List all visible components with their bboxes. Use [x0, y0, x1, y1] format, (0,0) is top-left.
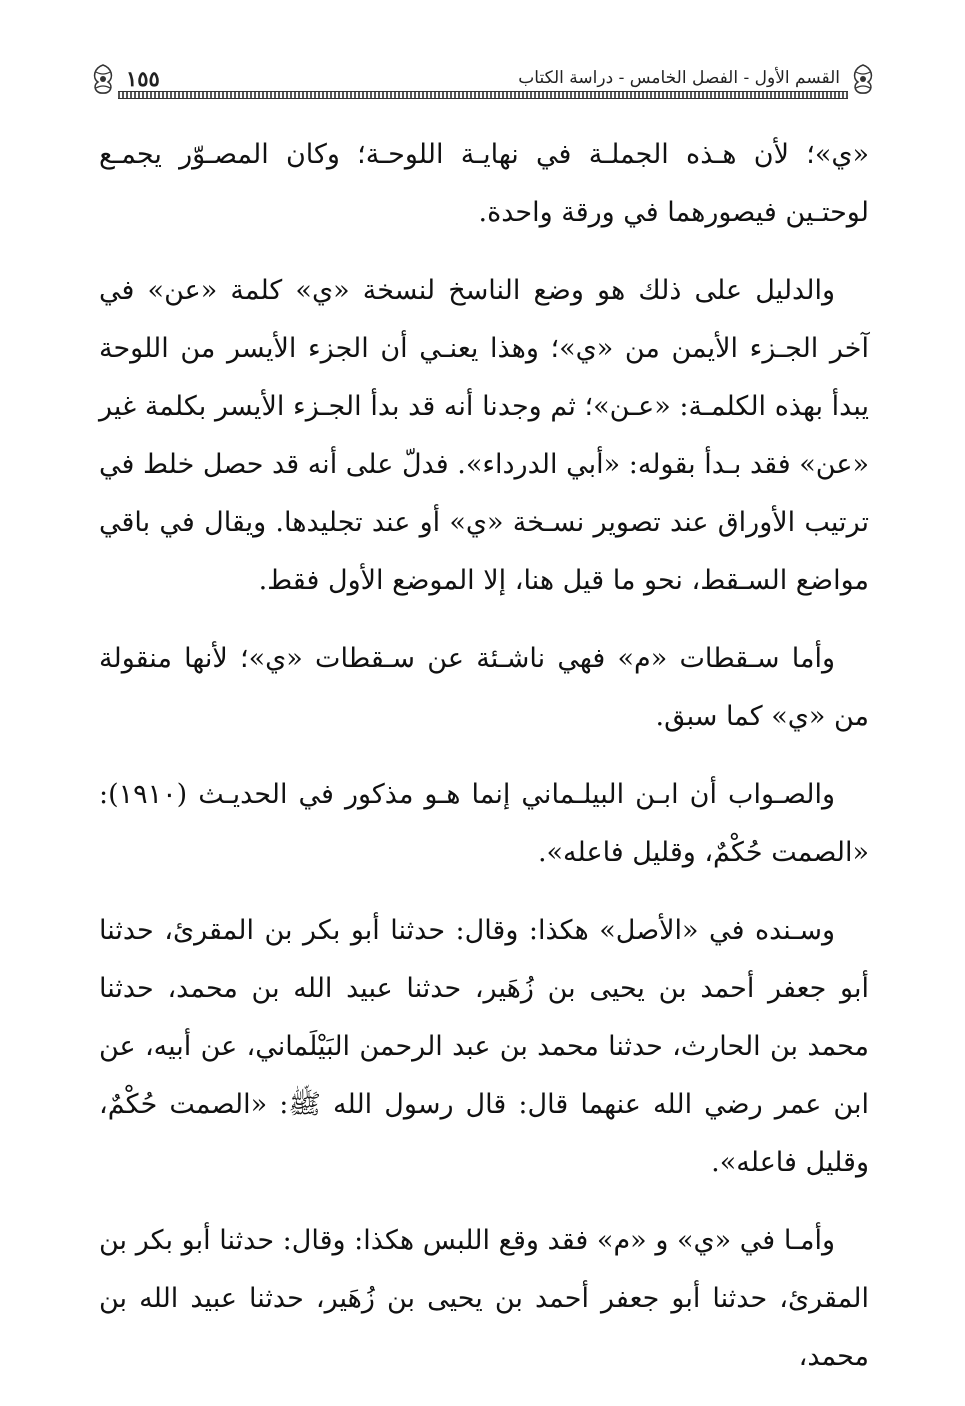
paragraph: والصـواب أن ابـن البيلـماني إنما هـو مذكور في الحديـث (١٩١٠): «الصمت حُكْمٌ، وقليل فاعله».: [99, 779, 869, 868]
paragraph: وأمـا في «ي» و «م» فقد وقع اللبس هكذا: وقال: حدثنا أبو بكر بن المقرئ، حدثنا أبو جعفر أحمد بن يحيى بن زُهَير، حدثنا عبيد الله بن محمد،: [99, 1225, 869, 1372]
floral-ornament-icon: [848, 62, 878, 96]
paragraph: «ي»؛ لأن هـذه الجملـة في نهايـة اللوحـة؛ وكان المصـوّر يجمـع لوحتـين فيصورهما في ورقة واحدة.: [99, 139, 869, 228]
body-text: [99, 126, 869, 1406]
header-rule: [118, 91, 848, 99]
running-header: [88, 58, 878, 98]
paragraph: والدليل على ذلك هو وضع الناسخ لنسخة «ي» كلمة «عن» في آخر الجـزء الأيمن من «ي»؛ وهذا يعنـي أن الجزء الأيسر من اللوحة يبدأ بهذه الكلمـة: «عـن»؛ ثم وجدنا أنه قد بدأ الجـزء الأيسر بكلمة غير «عن» فقد بـدأ بقوله: «أبي الدرداء». فدلّ على أنه قد حصل خلط في ترتيب الأوراق عند تصوير نسـخة «ي» أو عند تجليدها. ويقال في باقي مواضع السـقط، نحو ما قيل هنا، إلا الموضع الأول فقط.: [99, 275, 869, 596]
page-number: ١٥٥: [126, 66, 160, 91]
paragraph: وسـنده في «الأصل» هكذا: وقال: حدثنا أبو بكر بن المقرئ، حدثنا أبو جعفر أحمد بن يحيى بن زُهَير، حدثنا عبيد الله بن محمد، حدثنا محمد بن الحارث، حدثنا محمد بن عبد الرحمن البَيْلَماني، عن أبيه، عن ابن عمر رضي الله عنهما قال: قال رسول الله ﷺ: «الصمت حُكْمٌ، وقليل فاعله».: [99, 915, 869, 1178]
paragraph: وأما سـقطات «م» فهي ناشـئة عن سـقطات «ي»؛ لأنها منقولة من «ي» كما سبق.: [99, 643, 869, 732]
floral-ornament-icon: [88, 62, 118, 96]
running-header-title: القسم الأول - الفصل الخامس - دراسة الكتاب: [518, 68, 840, 88]
